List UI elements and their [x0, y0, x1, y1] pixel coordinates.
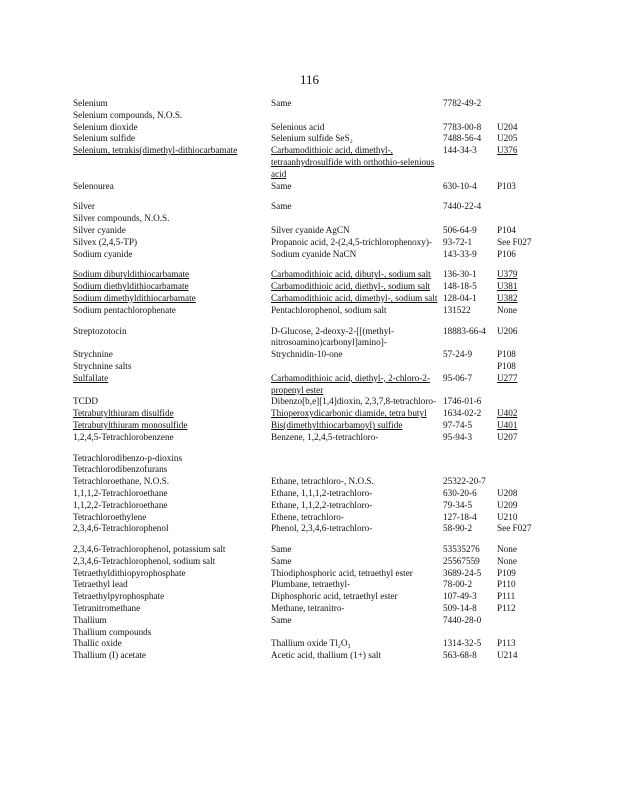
cas-number-cell: 3689-24-5 [443, 567, 482, 578]
waste-code-cell [497, 615, 537, 627]
cas-number-cell: 563-68-8 [443, 650, 477, 661]
common-name-cell: Thiodiphosphoric acid, tetraethyl ester [271, 567, 413, 578]
constituent-name-cell: Selenium [73, 98, 108, 108]
waste-code-cell: See F027 [497, 236, 532, 247]
common-name-cell: Acetic acid, thallium (1+) salt [271, 650, 382, 661]
constituent-name-cell: Strychnine [73, 349, 113, 360]
waste-code-cell: P108 [497, 349, 516, 360]
constituent-name-cell: Tetraethyl lead [73, 579, 128, 590]
common-name-cell [271, 627, 443, 639]
constituent-name-cell: 1,1,1,2-Tetrachloroethane [73, 487, 168, 498]
hazardous-constituents-table [73, 98, 543, 662]
constituent-name-cell: Sodium pentachlorophenate [73, 304, 176, 315]
waste-code-cell [497, 201, 537, 213]
table-row [73, 650, 543, 662]
waste-code-cell: U206 [497, 325, 518, 336]
table-row [73, 488, 543, 500]
waste-code-cell: U382 [497, 292, 518, 303]
constituent-name-cell: Selenium compounds, N.O.S. [73, 109, 183, 120]
cas-number-cell: 78-00-2 [443, 579, 473, 590]
waste-code-cell: P112 [497, 603, 516, 614]
constituent-name-cell: Tetraethylpyrophosphate [73, 591, 165, 602]
common-name-cell: Pentachlorophenol, sodium salt [271, 304, 387, 315]
cas-number-cell: 25322-20-7 [443, 476, 486, 487]
waste-code-cell: P110 [497, 579, 516, 590]
common-name-cell: Carbamodithioic acid, dimethyl-, sodium salt [271, 292, 438, 303]
table-row [73, 500, 543, 512]
waste-code-cell [497, 110, 537, 122]
waste-code-cell: None [497, 304, 517, 315]
cas-number-cell [443, 464, 497, 476]
waste-code-cell [497, 464, 537, 476]
table-row [73, 326, 543, 350]
cas-number-cell [443, 110, 497, 122]
table-row [73, 361, 543, 373]
waste-code-cell: U210 [497, 511, 518, 522]
table-row [73, 638, 543, 650]
common-name-cell: Carbamodithioic acid, dibutyl-, sodium salt [271, 269, 431, 280]
cas-number-cell: 506-64-9 [443, 224, 477, 235]
constituent-name-cell: Silver compounds, N.O.S. [73, 213, 170, 224]
waste-code-cell: U381 [497, 281, 518, 292]
waste-code-cell: U401 [497, 419, 518, 430]
common-name-cell: Same [271, 98, 292, 108]
constituent-name-cell: 2,3,4,6-Tetrachlorophenol, potassium salt [73, 544, 226, 555]
constituent-name-cell: 1,2,4,5-Tetrachlorobenzene [73, 431, 174, 442]
common-name-cell: Methane, tetranitro- [271, 603, 345, 614]
cas-number-cell: 18883-66-4 [443, 325, 486, 336]
common-name-cell: Ethane, 1,1,2,2-tetrachloro- [271, 499, 373, 510]
common-name-cell [271, 453, 443, 465]
common-name-cell: Phenol, 2,3,4,6-tetrachloro- [271, 523, 373, 534]
table-row [73, 373, 543, 397]
table-row [73, 98, 543, 110]
table-row [73, 213, 543, 225]
cas-number-cell [443, 627, 497, 639]
cas-number-cell: 630-20-6 [443, 487, 477, 498]
waste-code-cell: P108 [497, 360, 516, 371]
constituent-name-cell: Thallium [73, 614, 107, 625]
constituent-name-cell: Tetrabutylthiuram disulfide [73, 408, 174, 419]
constituent-name-cell: Selenium, tetrakis(dimethyl-dithiocarbamate [73, 145, 238, 156]
waste-code-cell: U376 [497, 145, 518, 156]
common-name-cell: Bis(dimethylthiocarbamoyl) sulfide [271, 419, 403, 430]
constituent-name-cell: 1,1,2,2-Tetrachloroethane [73, 499, 168, 510]
waste-code-cell [497, 627, 537, 639]
constituent-name-cell: Sodium dimethyldithiocarbamate [73, 292, 196, 303]
common-name-cell: Silver cyanide AgCN [271, 224, 350, 235]
cas-number-cell: 57-24-9 [443, 349, 473, 360]
table-row [73, 237, 543, 249]
common-name-cell: Propanoic acid, 2-(2,4,5-trichlorophenoxy)- [271, 236, 432, 247]
table-row [73, 420, 543, 432]
cas-number-cell [443, 361, 497, 373]
table-row [73, 293, 543, 305]
cas-number-cell: 509-14-8 [443, 603, 477, 614]
waste-code-cell: U207 [497, 431, 518, 442]
table-row [73, 201, 543, 213]
constituent-name-cell: Tetrabutylthiuram monosulfide [73, 419, 188, 430]
table-row [73, 145, 543, 180]
table-row [73, 396, 543, 408]
cas-number-cell: 1314-32-5 [443, 638, 482, 649]
waste-code-cell [497, 396, 537, 408]
waste-code-cell: U214 [497, 650, 518, 661]
cas-number-cell: 107-49-3 [443, 591, 477, 602]
common-name-cell: Same [271, 544, 292, 555]
common-name-cell: Selenium sulfide SeS₂ [271, 133, 353, 144]
common-name-cell: Thioperoxydicarbonic diamide, tetra butyl [271, 408, 427, 419]
page-number: 116 [299, 72, 320, 87]
waste-code-cell: P113 [497, 638, 516, 649]
common-name-cell: Carbamodithioic acid, diethyl-, 2-chloro-2-propenyl ester [271, 372, 430, 395]
common-name-cell: Selenious acid [271, 121, 325, 132]
cas-number-cell [443, 453, 497, 465]
constituent-name-cell: Selenium dioxide [73, 121, 138, 132]
common-name-cell [271, 213, 443, 225]
common-name-cell: Diphosphoric acid, tetraethyl ester [271, 591, 398, 602]
waste-code-cell: See F027 [497, 523, 532, 534]
cas-number-cell: 79-34-5 [443, 499, 473, 510]
constituent-name-cell: Streptozotocin [73, 325, 127, 336]
table-row [73, 579, 543, 591]
constituent-name-cell: Tetrachlorodibenzo-p-dioxins [73, 452, 183, 463]
waste-code-cell: U205 [497, 133, 518, 144]
table-row [73, 122, 543, 134]
constituent-name-cell: Tetrachlorodibenzofurans [73, 464, 168, 475]
constituent-name-cell: Selenium sulfide [73, 133, 136, 144]
common-name-cell: Thallium oxide Tl₂O₃ [271, 638, 351, 649]
table-row [73, 615, 543, 627]
common-name-cell [271, 464, 443, 476]
waste-code-cell [497, 453, 537, 465]
table-row [73, 603, 543, 615]
cas-number-cell: 127-18-4 [443, 511, 477, 522]
constituent-name-cell: Sodium cyanide [73, 248, 133, 259]
cas-number-cell: 131522 [443, 304, 471, 315]
constituent-name-cell: Silver cyanide [73, 224, 126, 235]
cas-number-cell: 93-72-1 [443, 236, 473, 247]
table-row [73, 249, 543, 261]
cas-number-cell: 1746-01-6 [443, 396, 482, 407]
constituent-name-cell: 2,3,4,6-Tetrachlorophenol, sodium salt [73, 555, 216, 566]
waste-code-cell: P111 [497, 591, 516, 602]
constituent-name-cell: Sulfallate [73, 372, 109, 383]
waste-code-cell: U208 [497, 487, 518, 498]
common-name-cell [271, 361, 443, 373]
cas-number-cell: 7440-22-4 [443, 201, 482, 212]
common-name-cell [271, 110, 443, 122]
table-row [73, 464, 543, 476]
table-row [73, 133, 543, 145]
common-name-cell: Same [271, 614, 292, 625]
table-row [73, 225, 543, 237]
constituent-name-cell: Tetranitromethane [73, 603, 141, 614]
table-row [73, 269, 543, 281]
cas-number-cell: 95-94-3 [443, 431, 473, 442]
table-row [73, 591, 543, 603]
table-row [73, 432, 543, 444]
common-name-cell: Carbamodithioic acid, diethyl-, sodium salt [271, 281, 431, 292]
common-name-cell: Plumbane, tetraethyl- [271, 579, 351, 590]
constituent-name-cell: Strychnine salts [73, 360, 132, 371]
constituent-name-cell: Sodium diethyldithiocarbamate [73, 281, 189, 292]
constituent-name-cell: Thallium compounds [73, 626, 152, 637]
constituent-name-cell: Tetrachloroethane, N.O.S. [73, 476, 170, 487]
waste-code-cell [497, 213, 537, 225]
cas-number-cell: 128-04-1 [443, 292, 477, 303]
cas-number-cell: 7783-00-8 [443, 121, 482, 132]
table-row [73, 305, 543, 317]
table-row [73, 281, 543, 293]
cas-number-cell: 58-90-2 [443, 523, 473, 534]
cas-number-cell: 144-34-3 [443, 145, 477, 156]
common-name-cell: D-Glucose, 2-deoxy-2-[[(methyl-nitrosoamino)carbonyl]amino]- [271, 325, 394, 348]
cas-number-cell [443, 213, 497, 225]
cas-number-cell: 25567559 [443, 555, 480, 566]
common-name-cell: Same [271, 555, 292, 566]
constituent-name-cell: Sodium dibutyldithiocarbamate [73, 269, 190, 280]
constituent-name-cell: Silvex (2,4,5-TP) [73, 236, 138, 247]
waste-code-cell: U204 [497, 121, 518, 132]
cas-number-cell: 95-06-7 [443, 372, 473, 383]
common-name-cell: Benzene, 1,2,4,5-tetrachloro- [271, 431, 379, 442]
table-row [73, 110, 543, 122]
constituent-name-cell: Tetrachloroethylene [73, 511, 147, 522]
waste-code-cell: U402 [497, 408, 518, 419]
constituent-name-cell: Tetraethyldithiopyrophosphate [73, 567, 186, 578]
table-row [73, 476, 543, 488]
table-row [73, 349, 543, 361]
table-row [73, 408, 543, 420]
waste-code-cell: P106 [497, 248, 516, 259]
cas-number-cell: 7440-28-0 [443, 614, 482, 625]
cas-number-cell: 1634-02-2 [443, 408, 482, 419]
common-name-cell: Ethane, tetrachloro-, N.O.S. [271, 476, 374, 487]
common-name-cell: Dibenzo[b,e][1,4]dioxin, 2,3,7,8-tetrachloro- [271, 396, 437, 407]
constituent-name-cell: Thallium (I) acetate [73, 650, 146, 661]
cas-number-cell: 97-74-5 [443, 419, 473, 430]
common-name-cell: Carbamodithioic acid, dimethyl-, tetraanhydrosulfide with orthothio-selenious acid [271, 145, 435, 179]
waste-code-cell [497, 98, 537, 110]
common-name-cell: Ethene, tetrachloro- [271, 511, 344, 522]
table-row [73, 181, 543, 193]
constituent-name-cell: Silver [73, 201, 95, 212]
constituent-name-cell: TCDD [73, 396, 99, 407]
cas-number-cell: 7488-56-4 [443, 133, 482, 144]
waste-code-cell: P104 [497, 224, 516, 235]
waste-code-cell [497, 476, 537, 488]
table-row [73, 544, 543, 556]
cas-number-cell: 148-18-5 [443, 281, 477, 292]
waste-code-cell: P103 [497, 180, 516, 191]
cas-number-cell: 136-30-1 [443, 269, 477, 280]
common-name-cell: Sodium cyanide NaCN [271, 248, 357, 259]
constituent-name-cell: Selenourea [73, 180, 114, 191]
common-name-cell: Ethane, 1,1,1,2-tetrachloro- [271, 487, 373, 498]
waste-code-cell: U209 [497, 499, 518, 510]
cas-number-cell: 630-10-4 [443, 180, 477, 191]
table-row [73, 568, 543, 580]
table-row [73, 523, 543, 535]
cas-number-cell: 53535276 [443, 544, 480, 555]
waste-code-cell: U379 [497, 269, 518, 280]
table-row [73, 556, 543, 568]
common-name-cell: Same [271, 180, 292, 191]
table-row [73, 453, 543, 465]
common-name-cell: Strychnidin-10-one [271, 349, 343, 360]
table-row [73, 627, 543, 639]
constituent-name-cell: 2,3,4,6-Tetrachlorophenol [73, 523, 169, 534]
cas-number-cell: 7782-49-2 [443, 98, 482, 108]
waste-code-cell: P109 [497, 567, 516, 578]
waste-code-cell: None [497, 555, 517, 566]
waste-code-cell: U277 [497, 372, 518, 383]
cas-number-cell: 143-33-9 [443, 248, 477, 259]
waste-code-cell: None [497, 544, 517, 555]
common-name-cell: Same [271, 201, 292, 212]
constituent-name-cell: Thallic oxide [73, 638, 122, 649]
table-row [73, 512, 543, 524]
